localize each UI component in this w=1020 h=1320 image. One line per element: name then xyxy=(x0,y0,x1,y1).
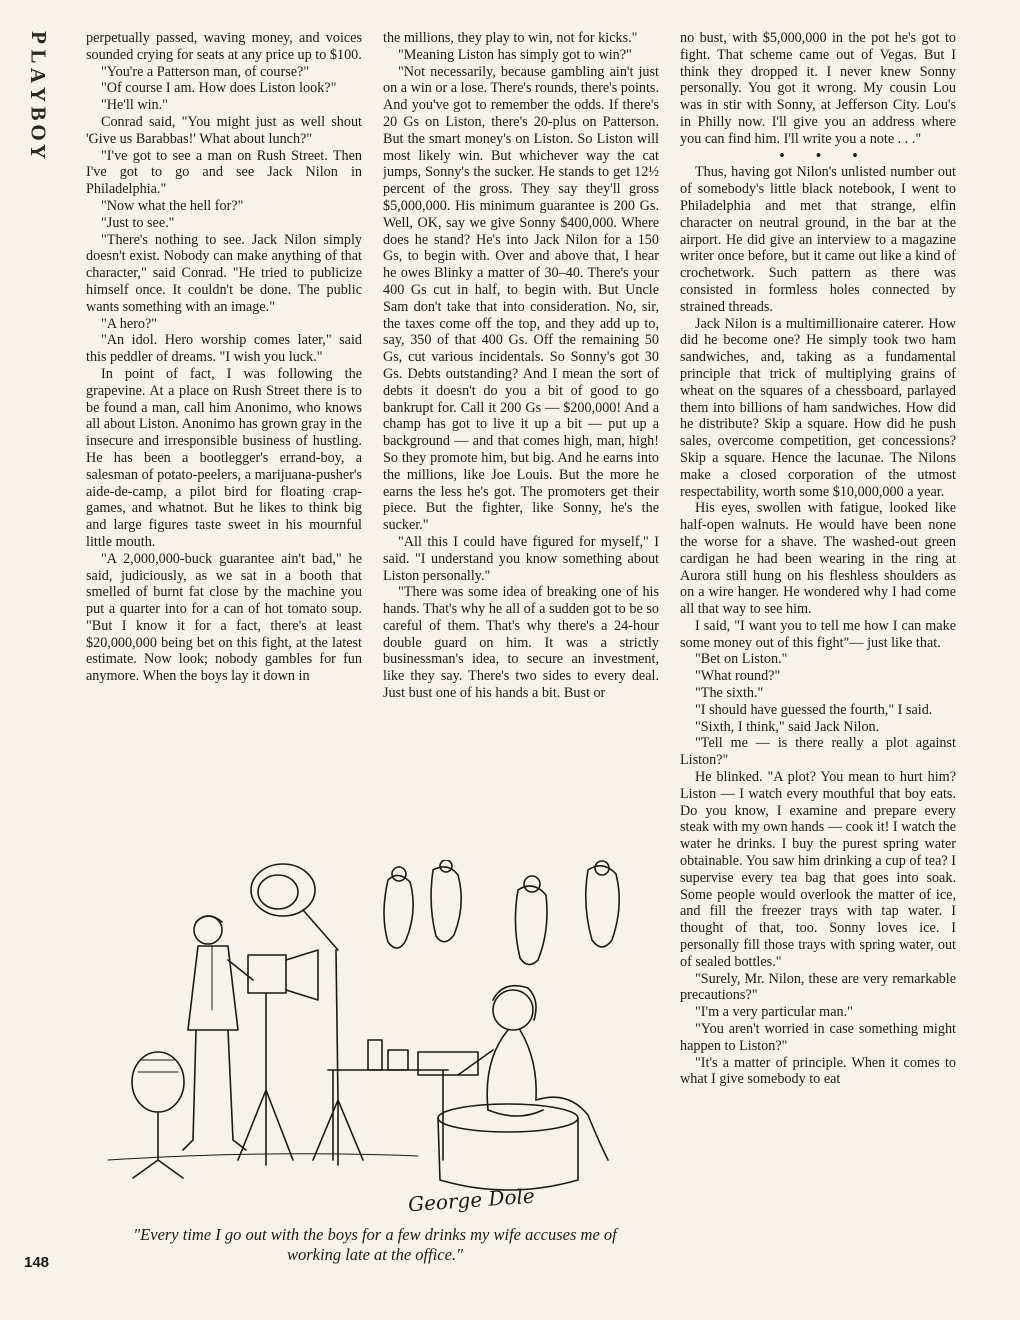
section-break: • • • xyxy=(779,147,872,164)
paragraph: "There's nothing to see. Jack Nilon simply doesn't exist. Nobody can make anything of that character," said Conrad. "He tried to publicize himself once. It couldn't be done. The public wants something with an image." xyxy=(86,231,362,315)
paragraph: the millions, they play to win, not for kicks." xyxy=(383,30,638,46)
paragraph: "A 2,000,000-buck guarantee ain't bad," he said, judiciously, as we sat in a booth that smelled of burnt fat close by the machine you put a quarter into for a can of hot tomato soup. "But I know it for a fact, there's at least $20,000,000 being bet on this fight, at the latest estimate. Now look; nobody gambles for fun anymore. When the boys lay it down in xyxy=(86,550,362,685)
cartoon-signature: George Dole xyxy=(407,1183,536,1217)
paragraph: "Not necessarily, because gambling ain't just on a win or a lose. There's rounds, there's points. And you've got to remember the odds. If there's 20 Gs on Liston, there's 20-plus on Patterson. But the smart money's on Liston. So Liston will most likely win. But whichever way the cat jumps, Sonny's the sucker. He stands to get 12½ percent of the gross. They say they'll gross $5,000,000. His minimum guarantee is 200 Gs. Well, OK, say we give Sonny $400,000. Where does he stand? He's into Jack Nilon for a 150 Gs, to begin with. Over and above that, I hear he owes Blinky a matter of 30–40. There's your 400 Gs cut in half, to begin with. But Uncle Sam don't take that into consideration. No, sir, the taxes come off the top, and they add up to, say, 350 of that 400 Gs. Off the remaining 50 Gs, cut various incidentals. So Sonny's got 30 Gs. Debts outstanding? And I mean the sort of debts it doesn't do you a bit of good to go bankrupt for. Call it 200 Gs — $200,000! And a champ has got to live it up a bit — put up a background — and that comes high, man, high! So they promote him, but big. And he earns into the millions, like Joe Louis. But the more he earns the less he's got. The promoters get their piece. But the fighter, like Sonny, he's the sucker." xyxy=(383,63,659,534)
paragraph: "It's a matter of principle. When it comes to what I give somebody to eat xyxy=(680,1054,956,1088)
paragraph: perpetually passed, waving money, and voices sounded crying for seats at any price up to $100. xyxy=(86,30,362,63)
paragraph: "I've got to see a man on Rush Street. Then I've got to go and see Jack Nilon in Philadelphia." xyxy=(86,147,362,198)
article-column-1 xyxy=(86,30,362,885)
masthead-letter: Y xyxy=(26,143,51,160)
paragraph: "You aren't worried in case something might happen to Liston?" xyxy=(680,1021,956,1054)
paragraph: "Now what the hell for?" xyxy=(101,197,244,214)
paragraph: In point of fact, I was following the grapevine. At a place on Rush Street there is to be found a man, call him Anonimo, who knows all about Liston. Anonimo has grown gray in the insecure and irresponsible business of hustling. He has been a bootlegger's errand-boy, a salesman of potato-peelers, a marijuana-pusher's aide-de-camp, a pilot bird for floating crap-games, and whatnot. But he likes to think big and large figures taste sweet in his mournful little mouth. xyxy=(86,365,362,550)
paragraph: His eyes, swollen with fatigue, looked like half-open walnuts. He would have been none the worse for a shave. The washed-out green cardigan he had been wearing in the ring at Aurora still hung on his fleshless shoulders as on a wire hanger. He wondered why I had come all that way to see him. xyxy=(680,500,956,618)
paragraph: "You're a Patterson man, of course?" xyxy=(101,63,310,80)
paragraph: "Just to see." xyxy=(101,214,175,231)
article-column-2 xyxy=(383,30,659,885)
paragraph: no bust, with $5,000,000 in the pot he's got to fight. That scheme came out of Vegas. But I think they dropped it. I never knew Sonny personally. You got it wrong. My cousin Lou was in stir with Sonny, at Jefferson City. Lou's in Philly now. I'll give you an address where you can find him. I'll write you a note . . ." xyxy=(680,30,956,147)
masthead-letter: A xyxy=(26,67,51,84)
paragraph: Conrad said, "You might just as well shout 'Give us Barabbas!' What about lunch?" xyxy=(86,113,362,147)
masthead-letter: P xyxy=(26,31,51,44)
masthead-letter: L xyxy=(26,49,51,64)
paragraph: "Of course I am. How does Liston look?" xyxy=(101,80,337,97)
paragraph: "Sixth, I think," said Jack Nilon. xyxy=(695,718,880,735)
masthead-letter: Y xyxy=(26,86,51,103)
cartoon-caption: "Every time I go out with the boys for a few drinks my wife accuses me of working late at the office." xyxy=(133,1225,617,1264)
article-column-3 xyxy=(680,30,956,1300)
paragraph: "A hero?" xyxy=(101,315,158,332)
paragraph: "I'm a very particular man." xyxy=(695,1004,853,1021)
cartoon-illustration xyxy=(88,860,658,1220)
paragraph: "Surely, Mr. Nilon, these are very remarkable precautions?" xyxy=(680,970,956,1004)
paragraph: "The sixth." xyxy=(695,685,764,702)
page-number: 148 xyxy=(24,1254,50,1271)
masthead-letter: B xyxy=(26,106,51,121)
paragraph: Jack Nilon is a multimillionaire caterer. How did he become one? He simply took two ham sandwiches, and, taking as a fundamental principle that trick of multiplying grains of wheat on the squares of a chessboard, parlayed them into billions of ham sandwiches. How did he distribute? Skip a square. How did he push sales, overcome competition, get concessions? Skip a square. Hence the lacunae. The Nilons make a closed corporation of the utmost respectability, worth some $10,000,000 a year. xyxy=(680,315,956,500)
paragraph: Thus, having got Nilon's unlisted number out of somebody's little black notebook, I went to Philadelphia and met that strange, elfin character on neutral ground, in the bar at the airport. He did give an interview to a magazine writer once before, but it came out like a kind of crochetwork. Such pattern as there was consisted in formless holes connected by strained threads. xyxy=(680,164,956,315)
paragraph: "Meaning Liston has simply got to win?" xyxy=(398,46,632,63)
paragraph: "I should have guessed the fourth," I said. xyxy=(695,701,933,718)
paragraph: He blinked. "A plot? You mean to hurt him? Liston — I watch every mouthful that boy eats. Do you know, I examine and prepare every steak with my own hands — cook it! I watch the water he drinks. I buy the purest spring water obtainable. You saw him drinking a cup of tea? I supervise every tea bag that goes into soak. Some people would overlook the matter of ice, and fill the freezer trays with tap water. I thought of that, too. Sonny loves ice. I personally fill those trays with spring water, out of sealed bottles." xyxy=(680,769,956,970)
paragraph: "There was some idea of breaking one of his hands. That's why he all of a sudden got to be so careful of them. That's why there's a 24-hour double guard on him. It was a strictly businessman's idea, to secure an investment, like they say. There's two sides to every deal. Just bust one of his hands a bit. Bust or xyxy=(383,584,659,702)
paragraph: "All this I could have figured for myself," I said. "I understand you know something about Liston personally." xyxy=(383,533,659,584)
paragraph: I said, "I want you to tell me how I can make some money out of this fight"— just like that. xyxy=(680,617,956,651)
paragraph: "Tell me — is there really a plot against Liston?" xyxy=(680,735,956,769)
paragraph: "What round?" xyxy=(695,668,781,685)
paragraph: "He'll win." xyxy=(101,97,168,114)
magazine-masthead xyxy=(20,28,56,161)
masthead-letter: O xyxy=(26,124,51,141)
paragraph: "An idol. Hero worship comes later," said this peddler of dreams. "I wish you luck." xyxy=(86,332,362,366)
paragraph: "Bet on Liston." xyxy=(695,651,788,668)
